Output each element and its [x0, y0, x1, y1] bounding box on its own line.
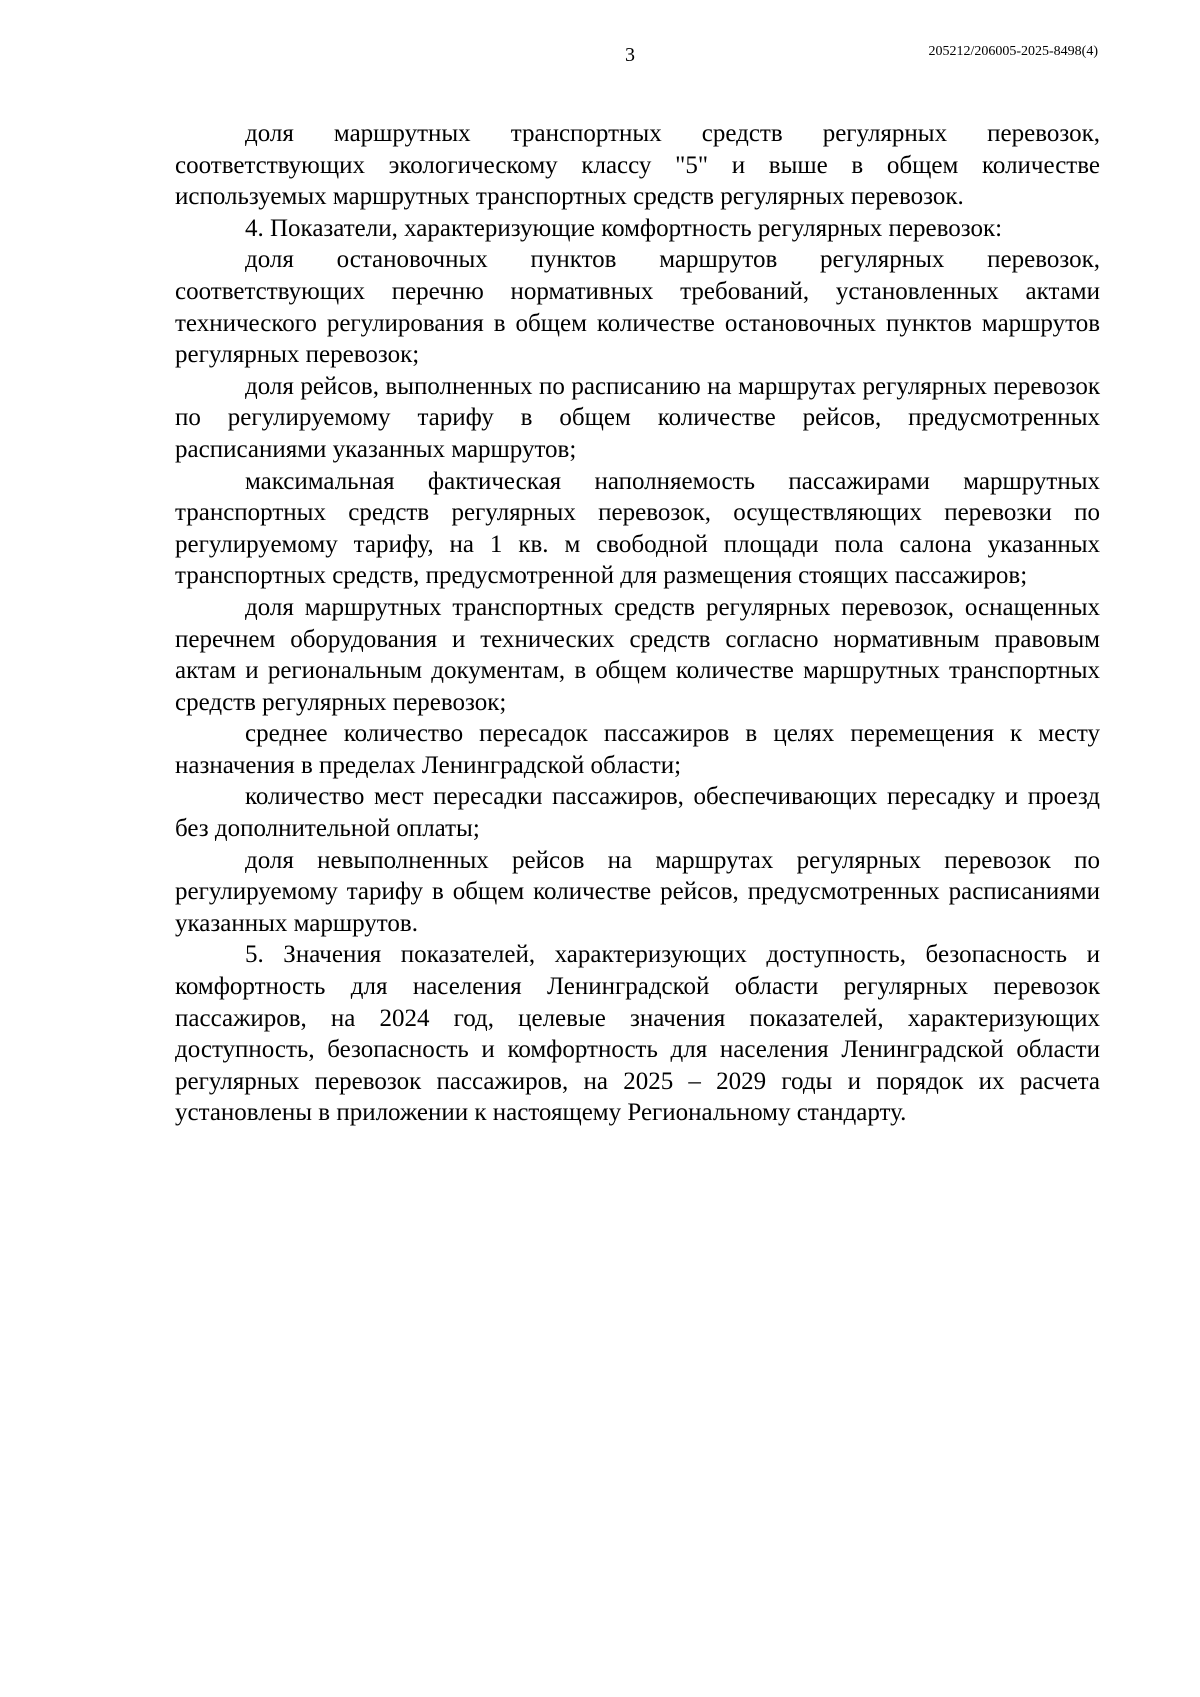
- paragraph-stop-points: доля остановочных пунктов маршрутов регулярных перевозок, соответствующих перечню нормативных требований, установленных актами технического регулирования в общем количестве остановочных пунктов маршрутов регулярных перевозок;: [175, 246, 1100, 369]
- paragraph-max-occupancy: максимальная фактическая наполняемость пассажирами маршрутных транспортных средств регулярных перевозок, осуществляющих перевозки по регулируемому тарифу, на 1 кв. м свободной площади пола салона указанных транспортных средств, предусмотренной для размещения стоящих пассажиров;: [175, 467, 1100, 590]
- document-body: [175, 118, 1100, 1129]
- paragraph-eco-class: доля маршрутных транспортных средств регулярных перевозок, соответствующих экологическому классу "5" и выше в общем количестве используемых маршрутных транспортных средств регулярных перевозок.: [175, 120, 1100, 211]
- paragraph-equipment: доля маршрутных транспортных средств регулярных перевозок, оснащенных перечнем оборудования и технических средств согласно нормативным правовым актам и региональным документам, в общем количестве маршрутных транспортных средств регулярных перевозок;: [175, 593, 1100, 716]
- section-5-paragraph: 5. Значения показателей, характеризующих доступность, безопасность и комфортность для населения Ленинградской области регулярных перевозок пассажиров, на 2024 год, целевые значения показателей, характеризующих доступность, безопасность и комфортность для населения Ленинградской области регулярных перевозок пассажиров, на 2025 – 2029 годы и порядок их расчета установлены в приложении к настоящему Региональному стандарту.: [175, 941, 1100, 1127]
- paragraph-transfers-avg: среднее количество пересадок пассажиров в целях перемещения к месту назначения в пределах Ленинградской области;: [175, 720, 1100, 779]
- document-code: 205212/206005-2025-8498(4): [928, 44, 1098, 59]
- paragraph-transfer-points: количество мест пересадки пассажиров, обеспечивающих пересадку и проезд без дополнительной оплаты;: [175, 783, 1100, 843]
- page-number: 3: [625, 44, 635, 66]
- paragraph-scheduled-trips: доля рейсов, выполненных по расписанию на маршрутах регулярных перевозок по регулируемому тарифу в общем количестве рейсов, предусмотренных расписаниями указанных маршрутов;: [175, 372, 1100, 463]
- paragraph-unfulfilled-trips: доля невыполненных рейсов на маршрутах регулярных перевозок по регулируемому тарифу в общем количестве рейсов, предусмотренных расписаниями указанных маршрутов.: [175, 846, 1100, 937]
- section-4-heading: 4. Показатели, характеризующие комфортность регулярных перевозок:: [245, 214, 1003, 242]
